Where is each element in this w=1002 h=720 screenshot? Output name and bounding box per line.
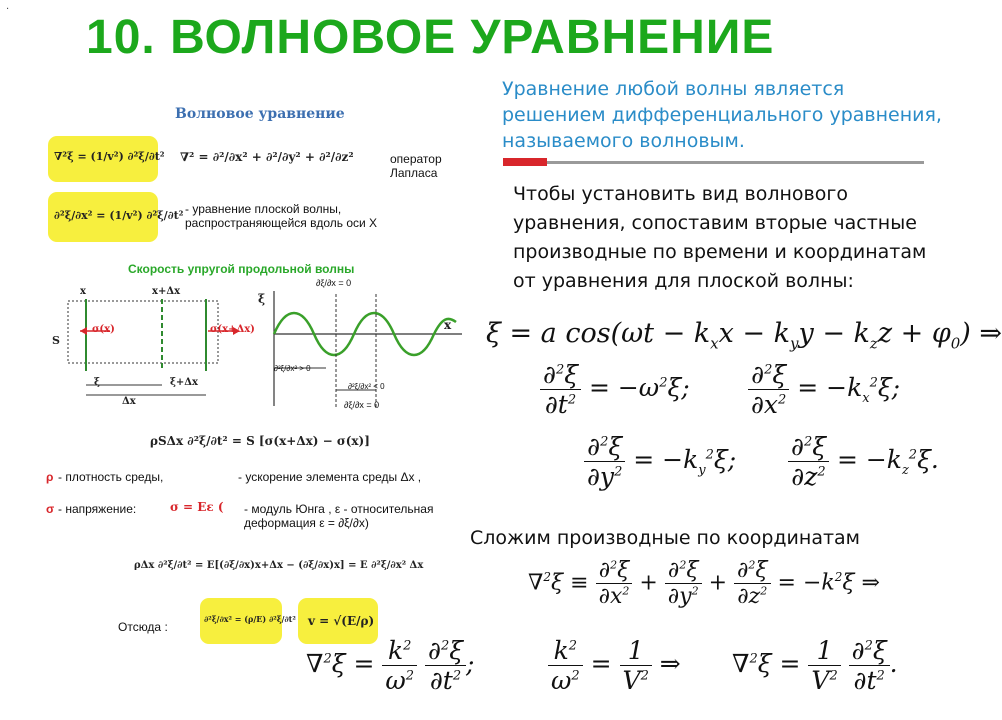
slide-title: 10. ВОЛНОВОЕ УРАВНЕНИЕ: [86, 11, 775, 64]
expanded-equation: ρΔx ∂²ξ/∂t² = E[(∂ξ/∂x)x+Δx − (∂ξ/∂x)x] = E ∂²ξ/∂x² Δx: [134, 560, 424, 571]
divider-line: [547, 161, 924, 164]
graph-zero-top: ∂ξ/∂x = 0: [316, 278, 352, 288]
sum-caption: Сложим производные по координатам: [470, 527, 861, 549]
z-derivative-equation: $\frac{\partial^2\xi}{\partial z^2}$ = $-k_z^2\xi$.: [788, 432, 939, 491]
element-diagram: [40, 281, 265, 411]
laplacian-equation: ∇²ξ = (1/v²) ∂²ξ/∂t²: [54, 150, 165, 163]
y-derivative-equation: $\frac{\partial^2\xi}{\partial y^2}$ = $-k_y^2\xi$;: [584, 432, 736, 491]
diagram-sigma-xdx: σ(x+Δx): [210, 324, 255, 335]
density-symbol: ρ: [46, 470, 54, 484]
acceleration-note: - ускорение элемента среды Δx ,: [238, 470, 422, 484]
time-derivative-equation: $\frac{\partial^2\xi}{\partial t^2}$ = $-\omega^2\xi$;: [540, 360, 690, 419]
diagram-x-label: x: [80, 286, 86, 297]
wave-equation-velocity: ∇$^2$ξ = $\frac{1}{V^2}$ $\frac{\partial^2\xi}{\partial t^2}$ .: [732, 636, 898, 695]
setup-text: Чтобы установить вид волнового уравнения, сопоставим вторые частные производные по времени и координатам от уравнения для плоской волны:: [513, 183, 927, 292]
speed-heading: Скорость упругой продольной волны: [128, 262, 355, 276]
graph-xi-axis: ξ: [258, 292, 266, 306]
hence-label: Отсюда :: [118, 620, 168, 634]
diagram-sigma-x: σ(x): [92, 324, 115, 335]
graph-x-axis: x: [444, 318, 452, 332]
wave-graph: [266, 286, 466, 414]
plane-wave-equation: ξ = a $\cos(\omega t - k_xx - k_yy - k_zz + \varphi_0)$ ⇒: [486, 318, 1002, 353]
graph-neg-label: ∂²ξ/∂x² < 0: [348, 382, 385, 391]
divider-accent: [503, 158, 547, 166]
stress-note: - напряжение:: [58, 502, 137, 516]
laplacian-sum-equation: ∇$^2$ξ ≡ $\frac{\partial^2\xi}{\partial x^2}$ + $\frac{\partial^2\xi}{\partial y^2}$ + $\frac{\partial^2\xi}{\partial z^2}$ = $-k^2\xi$ ⇒: [528, 558, 880, 609]
textbook-panel: [40, 96, 496, 696]
diagram-xi-label: ξ: [94, 377, 100, 388]
diagram-s-label: S: [52, 334, 60, 347]
laplace-label: оператор Лапласа: [390, 152, 442, 180]
plane-wave-differential: ∂²ξ/∂x² = (1/v²) ∂²ξ/∂t²: [54, 209, 184, 222]
young-note: - модуль Юнга , ε - относительная деформация ε = ∂ξ/∂x): [244, 502, 434, 530]
x-derivative-equation: $\frac{\partial^2\xi}{\partial x^2}$ = $-k_x^2\xi$;: [748, 360, 900, 419]
diagram-xdx-label: x+Δx: [152, 286, 181, 297]
graph-zero-bottom: ∂ξ/∂x = 0: [344, 400, 380, 410]
plane-wave-note: - уравнение плоской волны, распространяющейся вдоль оси X: [185, 202, 378, 230]
diagram-xidx-label: ξ+Δx: [170, 377, 199, 388]
graph-pos-label: ∂²ξ/∂x² > 0: [274, 364, 311, 373]
newton-equation: ρSΔx ∂²ξ/∂t² = S [σ(x+Δx) − σ(x)]: [150, 434, 370, 448]
final-wave-equation: ∇$^2$ξ = $\frac{k^2}{\omega^2}$ $\frac{\partial^2\xi}{\partial t^2}$ ;: [306, 636, 475, 695]
speed-equation: v = √(E/ρ): [308, 614, 375, 628]
corner-mark: ·: [6, 4, 10, 15]
density-note: - плотность среды,: [58, 470, 164, 484]
panel-heading: Волновое уравнение: [175, 106, 345, 122]
stress-symbol: σ: [46, 502, 55, 516]
intro-text: Уравнение любой волны является решением дифференциального уравнения, называемого волновым.: [502, 78, 942, 152]
k-omega-relation: $\frac{k^2}{\omega^2}$ = $\frac{1}{V^2}$ ⇒: [548, 636, 681, 695]
diagram-dx-label: Δx: [122, 396, 136, 407]
laplace-operator-equation: ∇² = ∂²/∂x² + ∂²/∂y² + ∂²/∂z²: [180, 150, 354, 164]
result-equation: ∂²ξ/∂x² = (ρ/E) ∂²ξ/∂t²: [204, 614, 296, 624]
hooke-equation: σ = Eε (: [170, 500, 224, 514]
